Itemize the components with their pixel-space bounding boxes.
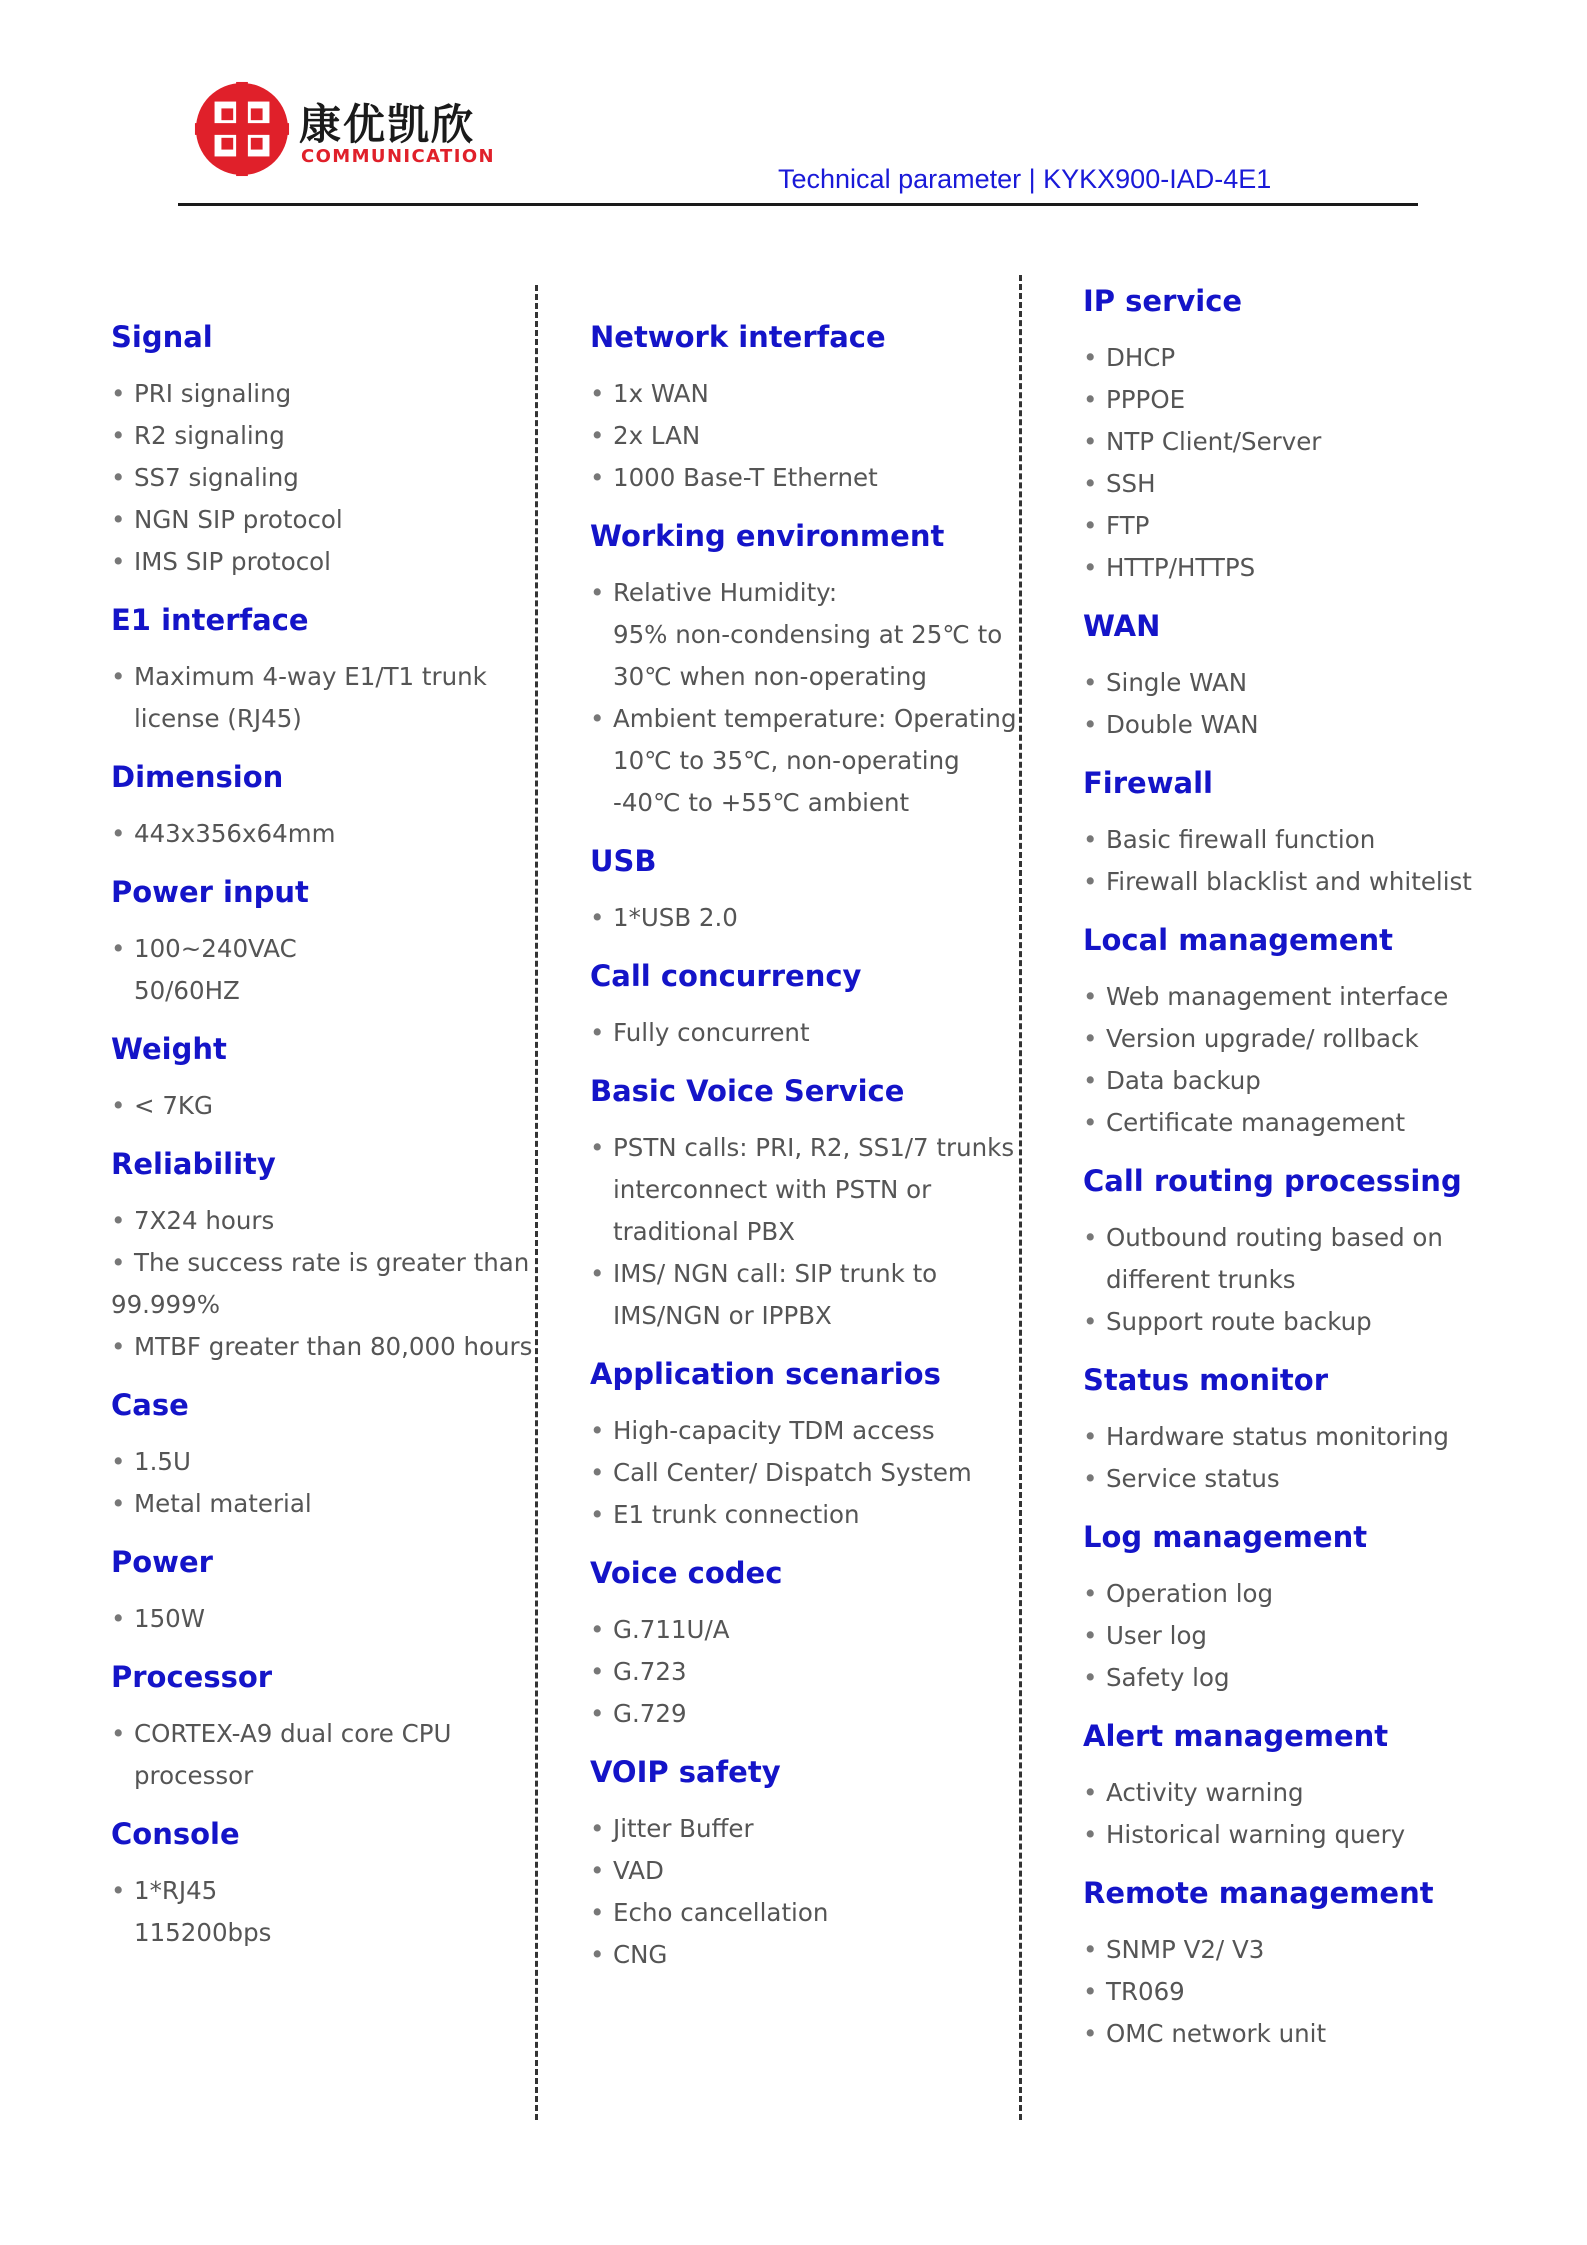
bullet-icon: • <box>111 379 126 408</box>
logo-emblem-icon <box>193 80 291 178</box>
list-item-text: DHCP <box>1106 343 1176 372</box>
section-weight <box>111 1026 531 1127</box>
bullet-icon: • <box>1083 385 1098 414</box>
list-item-text: 1.5U <box>134 1447 191 1476</box>
bullet-icon: • <box>111 505 126 534</box>
list-item-continuation: license (RJ45) <box>134 704 302 733</box>
bullet-icon: • <box>1083 1422 1098 1451</box>
list-item-text: E1 trunk connection <box>613 1500 860 1529</box>
bullet-icon: • <box>1083 343 1098 372</box>
section-title: Console <box>111 1817 240 1851</box>
list-item <box>111 1870 531 1912</box>
bullet-icon: • <box>1083 2019 1098 2048</box>
bullet-icon: • <box>111 662 126 691</box>
bullet-icon: • <box>590 1133 605 1162</box>
list-item <box>111 499 531 541</box>
section-voip-safety <box>590 1749 1010 1976</box>
section-remote-management <box>1083 1870 1503 2055</box>
bullet-icon: • <box>1083 1778 1098 1807</box>
section-firewall <box>1083 760 1503 903</box>
section-dimension <box>111 754 531 855</box>
list-item <box>590 1934 1010 1976</box>
list-item <box>1083 421 1503 463</box>
bullet-icon: • <box>590 1259 605 1288</box>
list-item <box>590 897 1010 939</box>
list-item <box>1083 379 1503 421</box>
list-item-text: VAD <box>613 1856 664 1885</box>
list-item-text: Double WAN <box>1106 710 1259 739</box>
list-item-text: PRI signaling <box>134 379 292 408</box>
bullet-icon: • <box>111 1091 126 1120</box>
list-item-continuation: 50/60HZ <box>134 976 240 1005</box>
section-call-routing-processing <box>1083 1158 1503 1343</box>
page-title: Technical parameter | KYKX900-IAD-4E1 <box>778 164 1272 194</box>
bullet-icon: • <box>1083 982 1098 1011</box>
list-item-text: Safety log <box>1106 1663 1230 1692</box>
bullet-icon: • <box>1083 668 1098 697</box>
list-item-continuation: 99.999% <box>111 1290 221 1319</box>
list-item-text: 1*USB 2.0 <box>613 903 738 932</box>
list-item <box>1083 505 1503 547</box>
list-item-text: Certificate management <box>1106 1108 1406 1137</box>
list-item-text: Data backup <box>1106 1066 1261 1095</box>
list-item-text: G.711U/A <box>613 1615 730 1644</box>
list-item <box>1083 2013 1503 2055</box>
list-item-text: Historical warning query <box>1106 1820 1406 1849</box>
section-title: E1 interface <box>111 603 309 637</box>
section-title: WAN <box>1083 609 1161 643</box>
list-item-text: 150W <box>134 1604 205 1633</box>
list-item <box>1083 662 1503 704</box>
list-item <box>1083 1060 1503 1102</box>
list-item <box>1083 463 1503 505</box>
list-item-text: Activity warning <box>1106 1778 1304 1807</box>
list-item <box>111 541 531 583</box>
list-item-text: SNMP V2/ V3 <box>1106 1935 1265 1964</box>
list-item-text: User log <box>1106 1621 1207 1650</box>
list-item <box>111 1200 531 1242</box>
list-item <box>1083 337 1503 379</box>
section-status-monitor <box>1083 1357 1503 1500</box>
list-item <box>1083 819 1503 861</box>
list-item <box>1083 1018 1503 1060</box>
section-title: Voice codec <box>590 1556 783 1590</box>
bullet-icon: • <box>1083 1820 1098 1849</box>
bullet-icon: • <box>1083 1621 1098 1650</box>
list-item <box>1083 1102 1503 1144</box>
list-item <box>590 572 1010 614</box>
list-item-text: Firewall blacklist and whitelist <box>1106 867 1472 896</box>
list-item <box>590 1012 1010 1054</box>
bullet-icon: • <box>1083 1464 1098 1493</box>
list-item <box>111 457 531 499</box>
bullet-icon: • <box>111 1604 126 1633</box>
bullet-icon: • <box>1083 1663 1098 1692</box>
bullet-icon: • <box>590 1856 605 1885</box>
section-title: Power <box>111 1545 213 1579</box>
list-item <box>590 1253 1010 1295</box>
list-item <box>590 1808 1010 1850</box>
list-item-text: G.723 <box>613 1657 687 1686</box>
list-item <box>1083 704 1503 746</box>
bullet-icon: • <box>590 1657 605 1686</box>
list-item <box>111 813 531 855</box>
list-item <box>590 698 1017 740</box>
section-call-concurrency <box>590 953 1010 1054</box>
list-item <box>111 1598 531 1640</box>
bullet-icon: • <box>590 421 605 450</box>
list-item <box>111 415 531 457</box>
list-item-text: MTBF greater than 80,000 hours <box>134 1332 533 1361</box>
list-item-continuation: -40℃ to +55℃ ambient <box>613 788 910 817</box>
section-title: Log management <box>1083 1520 1368 1554</box>
section-voice-codec <box>590 1550 1010 1735</box>
list-item-text: Outbound routing based on <box>1106 1223 1443 1252</box>
list-item-text: Ambient temperature: Operating <box>613 704 1017 733</box>
section-power <box>111 1539 531 1640</box>
section-title: Case <box>111 1388 189 1422</box>
section-title: Alert management <box>1083 1719 1389 1753</box>
bullet-icon: • <box>111 463 126 492</box>
list-item-text: IMS/ NGN call: SIP trunk to <box>613 1259 938 1288</box>
list-item <box>111 1326 531 1368</box>
list-item-text: 443x356x64mm <box>134 819 336 848</box>
section-title: Power input <box>111 875 309 909</box>
list-item-text: < 7KG <box>134 1091 213 1120</box>
section-title: VOIP safety <box>590 1755 781 1789</box>
list-item-text: OMC network unit <box>1106 2019 1327 2048</box>
bullet-icon: • <box>1083 553 1098 582</box>
bullet-icon: • <box>590 1898 605 1927</box>
list-item <box>1083 1458 1503 1500</box>
list-item <box>1083 1971 1503 2013</box>
bullet-icon: • <box>1083 867 1098 896</box>
list-item-text: FTP <box>1106 511 1150 540</box>
list-item-text: The success rate is greater than <box>134 1248 530 1277</box>
section-title: Signal <box>111 320 213 354</box>
list-item-text: Maximum 4-way E1/T1 trunk <box>134 662 487 691</box>
list-item-text: NTP Client/Server <box>1106 427 1322 456</box>
list-item <box>111 1483 531 1525</box>
bullet-icon: • <box>590 1814 605 1843</box>
bullet-icon: • <box>590 1018 605 1047</box>
list-item-text: Operation log <box>1106 1579 1274 1608</box>
section-network-interface <box>590 314 1010 499</box>
list-item <box>111 928 531 970</box>
list-item-text: SS7 signaling <box>134 463 299 492</box>
section-basic-voice-service <box>590 1068 1015 1337</box>
list-item <box>1083 1814 1503 1856</box>
bullet-icon: • <box>1083 1108 1098 1137</box>
bullet-icon: • <box>111 547 126 576</box>
list-item <box>111 373 531 415</box>
bullet-icon: • <box>111 1719 126 1748</box>
bullet-icon: • <box>590 1458 605 1487</box>
section-title: Weight <box>111 1032 227 1066</box>
bullet-icon: • <box>590 903 605 932</box>
list-item <box>590 1892 1010 1934</box>
bullet-icon: • <box>111 1489 126 1518</box>
bullet-icon: • <box>111 934 126 963</box>
list-item-text: Jitter Buffer <box>613 1814 754 1843</box>
list-item-text: 1*RJ45 <box>134 1876 218 1905</box>
list-item-text: CNG <box>613 1940 668 1969</box>
list-item-text: 7X24 hours <box>134 1206 275 1235</box>
bullet-icon: • <box>590 1699 605 1728</box>
bullet-icon: • <box>111 1876 126 1905</box>
list-item-text: PSTN calls: PRI, R2, SS1/7 trunks <box>613 1133 1015 1162</box>
section-title: Remote management <box>1083 1876 1434 1910</box>
list-item <box>111 1085 531 1127</box>
list-item <box>111 656 531 698</box>
list-item <box>1083 1615 1503 1657</box>
list-item <box>590 415 1010 457</box>
list-item <box>590 1693 1010 1735</box>
list-item-text: SSH <box>1106 469 1156 498</box>
header-divider <box>178 203 1418 206</box>
list-item-continuation: 30℃ when non-operating <box>613 662 927 691</box>
spec-column-1 <box>111 314 531 1968</box>
bullet-icon: • <box>1083 1024 1098 1053</box>
bullet-icon: • <box>590 1940 605 1969</box>
list-item <box>1083 861 1503 903</box>
list-item <box>590 1452 1010 1494</box>
spec-column-2 <box>590 314 1017 1990</box>
section-e1-interface <box>111 597 531 740</box>
list-item-continuation: 115200bps <box>134 1918 272 1947</box>
column-divider <box>535 285 538 2120</box>
section-ip-service <box>1083 278 1503 589</box>
bullet-icon: • <box>1083 427 1098 456</box>
bullet-icon: • <box>590 379 605 408</box>
bullet-icon: • <box>1083 1307 1098 1336</box>
bullet-icon: • <box>590 704 605 733</box>
bullet-icon: • <box>590 1615 605 1644</box>
bullet-icon: • <box>1083 1977 1098 2006</box>
list-item-text: Support route backup <box>1106 1307 1372 1336</box>
list-item-text: Echo cancellation <box>613 1898 829 1927</box>
logo-chinese-name: 康优凯欣 <box>299 100 476 149</box>
list-item <box>590 1850 1010 1892</box>
bullet-icon: • <box>590 1416 605 1445</box>
list-item-text: Service status <box>1106 1464 1280 1493</box>
bullet-icon: • <box>1083 511 1098 540</box>
list-item-text: 1000 Base-T Ethernet <box>613 463 878 492</box>
bullet-icon: • <box>1083 825 1098 854</box>
section-title: Call concurrency <box>590 959 862 993</box>
bullet-icon: • <box>111 1447 126 1476</box>
list-item <box>1083 1772 1503 1814</box>
list-item <box>590 1494 1010 1536</box>
section-console <box>111 1811 531 1954</box>
bullet-icon: • <box>111 1206 126 1235</box>
list-item-text: Hardware status monitoring <box>1106 1422 1449 1451</box>
section-power-input <box>111 869 531 1012</box>
section-title: USB <box>590 844 657 878</box>
list-item-text: Fully concurrent <box>613 1018 810 1047</box>
list-item-text: TR069 <box>1106 1977 1185 2006</box>
list-item-text: Relative Humidity: <box>613 578 838 607</box>
section-title: Status monitor <box>1083 1363 1328 1397</box>
bullet-icon: • <box>1083 710 1098 739</box>
list-item <box>590 457 1010 499</box>
bullet-icon: • <box>590 463 605 492</box>
list-item <box>1083 1929 1503 1971</box>
bullet-icon: • <box>1083 1066 1098 1095</box>
bullet-icon: • <box>1083 469 1098 498</box>
list-item-text: R2 signaling <box>134 421 285 450</box>
list-item-text: NGN SIP protocol <box>134 505 343 534</box>
section-title: Network interface <box>590 320 886 354</box>
section-case <box>111 1382 531 1525</box>
section-usb <box>590 838 1010 939</box>
list-item <box>590 1609 1010 1651</box>
section-title: Firewall <box>1083 766 1213 800</box>
list-item-text: Single WAN <box>1106 668 1248 697</box>
company-logo <box>193 80 523 180</box>
logo-english-name: COMMUNICATION <box>301 146 495 167</box>
section-application-scenarios <box>590 1351 1010 1536</box>
section-local-management <box>1083 917 1503 1144</box>
section-title: Reliability <box>111 1147 276 1181</box>
section-wan <box>1083 603 1503 746</box>
section-title: Processor <box>111 1660 273 1694</box>
section-title: IP service <box>1083 284 1243 318</box>
list-item <box>1083 1416 1503 1458</box>
column-divider <box>1019 275 1022 2120</box>
bullet-icon: • <box>590 1500 605 1529</box>
list-item <box>590 373 1010 415</box>
spec-column-3 <box>1083 278 1503 2069</box>
list-item-text: Web management interface <box>1106 982 1449 1011</box>
list-item <box>590 1651 1010 1693</box>
bullet-icon: • <box>111 421 126 450</box>
list-item <box>1083 547 1503 589</box>
list-item <box>111 1242 531 1284</box>
section-title: Basic Voice Service <box>590 1074 905 1108</box>
list-item <box>1083 1573 1503 1615</box>
list-item-text: HTTP/HTTPS <box>1106 553 1256 582</box>
section-title: Dimension <box>111 760 284 794</box>
list-item-text: CORTEX-A9 dual core CPU <box>134 1719 452 1748</box>
section-title: Application scenarios <box>590 1357 941 1391</box>
bullet-icon: • <box>1083 1579 1098 1608</box>
list-item-text: G.729 <box>613 1699 687 1728</box>
list-item-continuation: 95% non-condensing at 25℃ to <box>613 620 1003 649</box>
section-log-management <box>1083 1514 1503 1699</box>
list-item-text: Call Center/ Dispatch System <box>613 1458 972 1487</box>
list-item <box>590 1410 1010 1452</box>
bullet-icon: • <box>111 1332 126 1361</box>
list-item-text: High-capacity TDM access <box>613 1416 935 1445</box>
list-item-text: 100~240VAC <box>134 934 297 963</box>
list-item-continuation: processor <box>134 1761 254 1790</box>
section-title: Call routing processing <box>1083 1164 1462 1198</box>
list-item-text: 2x LAN <box>613 421 701 450</box>
list-item-continuation: interconnect with PSTN or <box>613 1175 932 1204</box>
list-item-continuation: IMS/NGN or IPPBX <box>613 1301 832 1330</box>
section-alert-management <box>1083 1713 1503 1856</box>
section-working-environment <box>590 513 1017 824</box>
bullet-icon: • <box>111 819 126 848</box>
list-item <box>590 1127 1015 1169</box>
section-title: Working environment <box>590 519 945 553</box>
bullet-icon: • <box>111 1248 126 1277</box>
list-item-text: IMS SIP protocol <box>134 547 331 576</box>
list-item <box>1083 1301 1503 1343</box>
list-item <box>1083 1217 1503 1259</box>
section-title: Local management <box>1083 923 1394 957</box>
section-reliability <box>111 1141 531 1368</box>
bullet-icon: • <box>590 578 605 607</box>
section-processor <box>111 1654 531 1797</box>
list-item <box>1083 1657 1503 1699</box>
list-item-text: PPPOE <box>1106 385 1186 414</box>
list-item-continuation: different trunks <box>1106 1265 1296 1294</box>
list-item-text: Version upgrade/ rollback <box>1106 1024 1419 1053</box>
list-item-text: Basic firewall function <box>1106 825 1376 854</box>
bullet-icon: • <box>1083 1223 1098 1252</box>
list-item-text: 1x WAN <box>613 379 709 408</box>
list-item-text: Metal material <box>134 1489 312 1518</box>
section-signal <box>111 314 531 583</box>
bullet-icon: • <box>1083 1935 1098 1964</box>
list-item <box>111 1713 531 1755</box>
list-item <box>111 1441 531 1483</box>
list-item-continuation: 10℃ to 35℃, non-operating <box>613 746 960 775</box>
list-item-continuation: traditional PBX <box>613 1217 795 1246</box>
list-item <box>1083 976 1503 1018</box>
